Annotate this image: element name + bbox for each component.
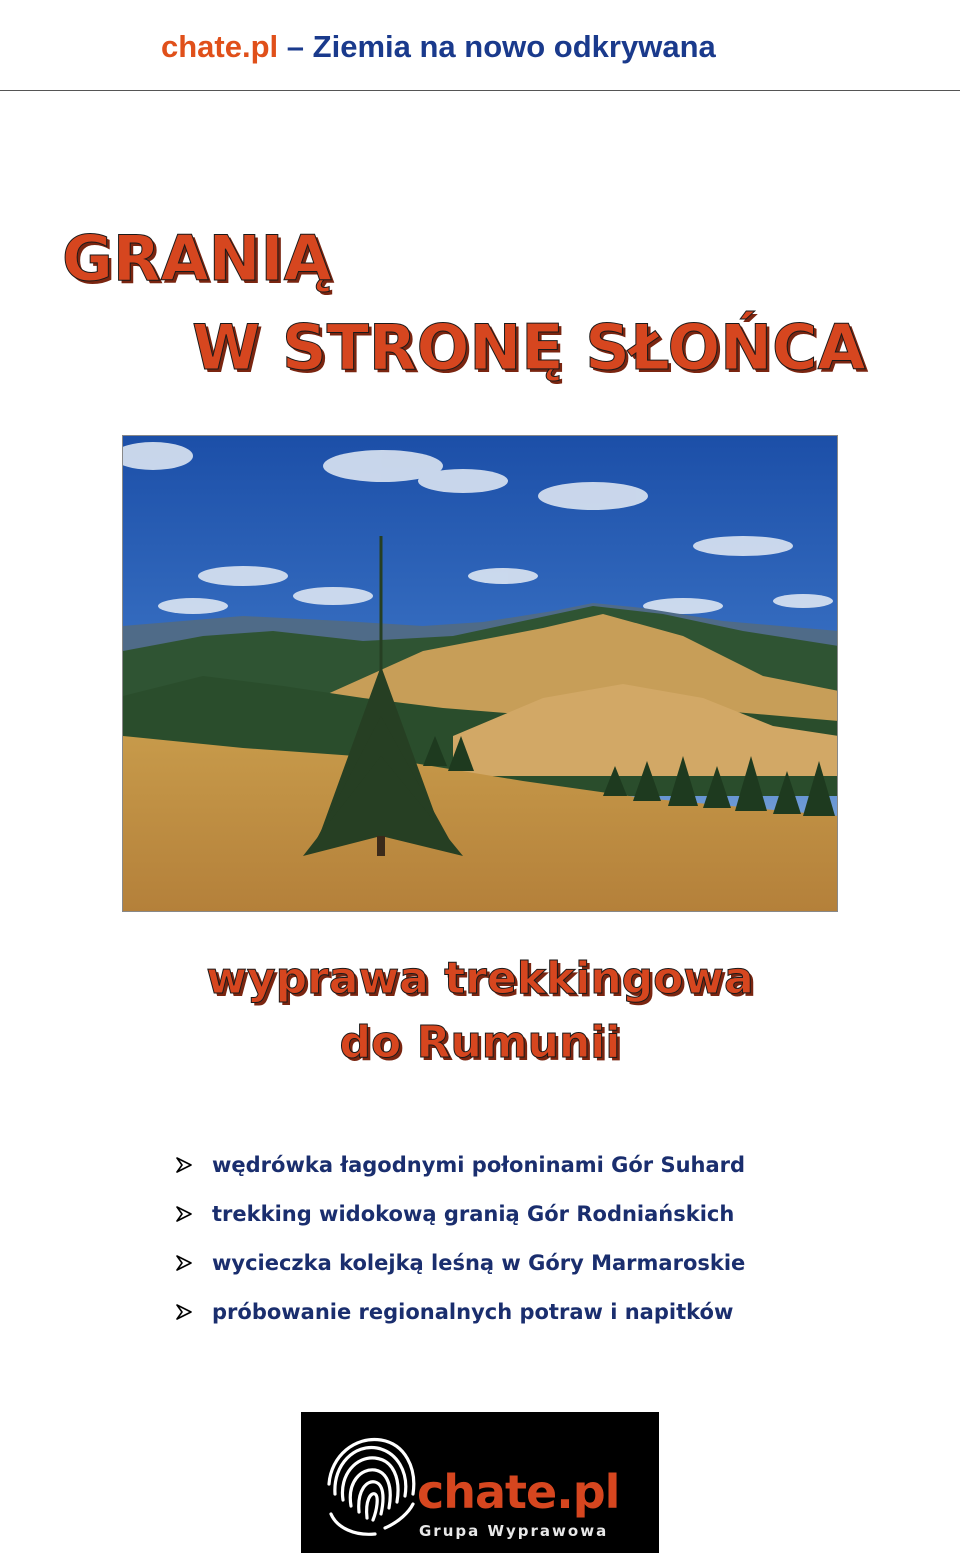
logo-name: chate.pl <box>417 1465 620 1519</box>
list-item-text: wycieczka kolejką leśną w Góry Marmaroskie <box>212 1250 746 1275</box>
list-item <box>168 1140 745 1189</box>
title-line-1: GRANIĄ <box>62 222 332 295</box>
arrowhead-bullet-icon <box>168 1157 200 1173</box>
page-header <box>0 0 960 91</box>
header-subtitle: Ziemia na nowo odkrywana <box>312 29 716 64</box>
expedition-subtitle-line-2: do Rumunii <box>339 1017 621 1068</box>
landscape-photo <box>122 435 838 912</box>
header-separator: – <box>286 29 305 64</box>
list-item-text: trekking widokową granią Gór Rodniańskich <box>212 1201 735 1226</box>
highlights-list <box>168 1140 745 1336</box>
logo-tagline: Grupa Wyprawowa <box>419 1522 609 1540</box>
arrowhead-bullet-icon <box>168 1255 200 1271</box>
arrowhead-bullet-icon <box>168 1304 200 1320</box>
fingerprint-icon <box>315 1424 425 1544</box>
arrowhead-bullet-icon <box>168 1206 200 1222</box>
expedition-subtitle-line-1: wyprawa trekkingowa <box>206 953 754 1004</box>
list-item <box>168 1189 745 1238</box>
list-item <box>168 1238 745 1287</box>
list-item-text: próbowanie regionalnych potraw i napitków <box>212 1299 734 1324</box>
list-item-text: wędrówka łagodnymi połoninami Gór Suhard <box>212 1152 746 1177</box>
chate-logo <box>301 1412 659 1553</box>
title-line-2: W STRONĘ SŁOŃCA <box>192 311 866 384</box>
header-line <box>161 28 716 66</box>
header-brand: chate.pl <box>161 29 279 64</box>
list-item <box>168 1287 745 1336</box>
